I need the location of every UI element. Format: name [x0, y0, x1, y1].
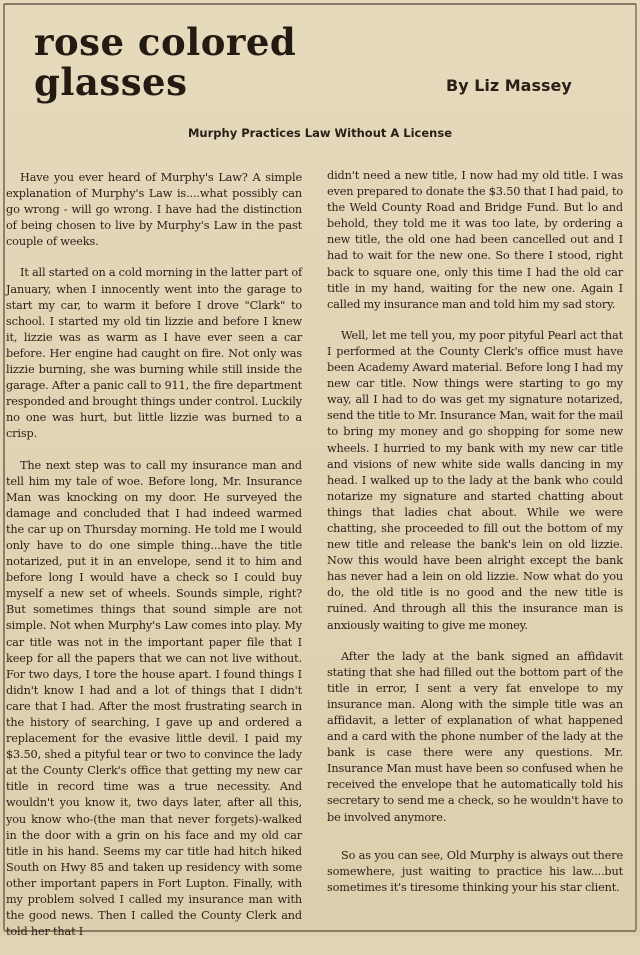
article-column-left — [6, 170, 302, 955]
paragraph: So as you can see, Old Murphy is always out there somewhere, just waiting to practice his law....but sometimes it's tiresome thinking your his star client. — [327, 848, 623, 894]
page-rule-right — [635, 4, 637, 930]
byline: By Liz Massey — [446, 76, 572, 95]
paragraph: The next step was to call my insurance man and tell him my tale of woe. Before long, Mr. Insurance Man was knocking on my door. He surveyed the damage and concluded that I had indeed warmed the car up on Thursday morning. He told me I would only have to do one simple thing...have the title notarized, put it in an envelope, send it to him and before long I would have a check so I could buy myself a new set of wheels. Sounds simple, right? But sometimes things that sound simple are not simple. Not when Murphy's Law comes into play. My car title was not in the important paper file that I keep for all the papers that we can not live without. For two days, I tore the house apart. I found things I didn't know I had and a lot of things that I didn't care that I had. After the most frustrating search in the history of searching, I gave up and ordered a replacement for the evasive little devil. I paid my $3.50, shed a pityful tear or two to convince the lady at the County Clerk's office that getting my new car title in record time was a true necessity. And wouldn't you know it, two days later, after all this, you know who-(the man that never forgets)-walked in the door with a grin on his face and my old car title in his hand. Seems my car title had hitch hiked South on Hwy 85 and taken up residency with some other important papers in Fort Lupton. Finally, with my problem solved I called my insurance man with the good news. Then I called the County Clerk and told her that I — [6, 458, 302, 939]
paragraph: Have you ever heard of Murphy's Law? A simple explanation of Murphy's Law is....what possibly can go wrong - will go wrong. I have had the distinction of being chosen to live by Murphy's Law in the past couple of weeks. — [6, 171, 302, 249]
paragraph: After the lady at the bank signed an affidavit stating that she had filled out the bottom part of the title in error, I sent a very fat envelope to my insurance man. Along with the simple title was an affidavit, a letter of explanation of what happened and a card with the phone number of the lady at the bank is case there were any questions. Mr. Insurance Man must have been so confused when he received the envelope that he automatically told his secretary to send me a check, so he wouldn't have to be involved anymore. — [327, 649, 623, 824]
page-rule-left — [3, 4, 5, 930]
column-title-line-2: glasses — [34, 60, 188, 104]
article-column-right — [327, 168, 623, 911]
paragraph: didn't need a new title, I now had my old title. I was even prepared to donate the $3.50 that I had paid, to the Weld County Road and Bridge Fund. But lo and behold, they told me it was too late, by ordering a new title, the old one had been cancelled out and I had to wait for the new one. So there I stood, right back to square one, only this time I had the old car title in my hand, waiting for the new one. Again I called my insurance man and told him my sad story. — [327, 169, 623, 311]
page-rule-top — [4, 3, 636, 5]
paragraph: Well, let me tell you, my poor pityful Pearl act that I performed at the County Clerk's office must have been Academy Award material. Before long I had my new car title. Now things were starting to go my way, all I had to do was get my signature notarized, send the title to Mr. Insurance Man, wait for the mail to bring my money and go shopping for some new wheels. I hurried to my bank with my new car title and visions of new white side walls dancing in my head. I walked up to the lady at the bank who could notarize my signature and started chatting about things that ladies chat about. While we were chatting, she proceeded to fill out the bottom of my new title and release the bank's lein on old lizzie. Now this would have been alright except the bank has never had a lein on old lizzie. Now what do you do, the old title is no good and the new title is ruined. And through all this the insurance man is anxiously waiting to give me money. — [327, 328, 623, 632]
headline: Murphy Practices Law Without A License — [187, 126, 453, 140]
column-title — [34, 22, 334, 102]
column-title-line-1: rose colored — [34, 20, 297, 64]
paragraph: It all started on a cold morning in the latter part of January, when I innocently went into the garage to start my car, to warm it before I drove "Clark" to school. I started my old tin lizzie and before I knew it, lizzie was as warm as I have ever seen a car before. Her engine had caught on fire. Not only was lizzie burning, she was burning while still inside the garage. After a panic call to 911, the fire department responded and brought things under control. Luckily no one was hurt, but little lizzie was burned to a crisp. — [6, 266, 302, 441]
